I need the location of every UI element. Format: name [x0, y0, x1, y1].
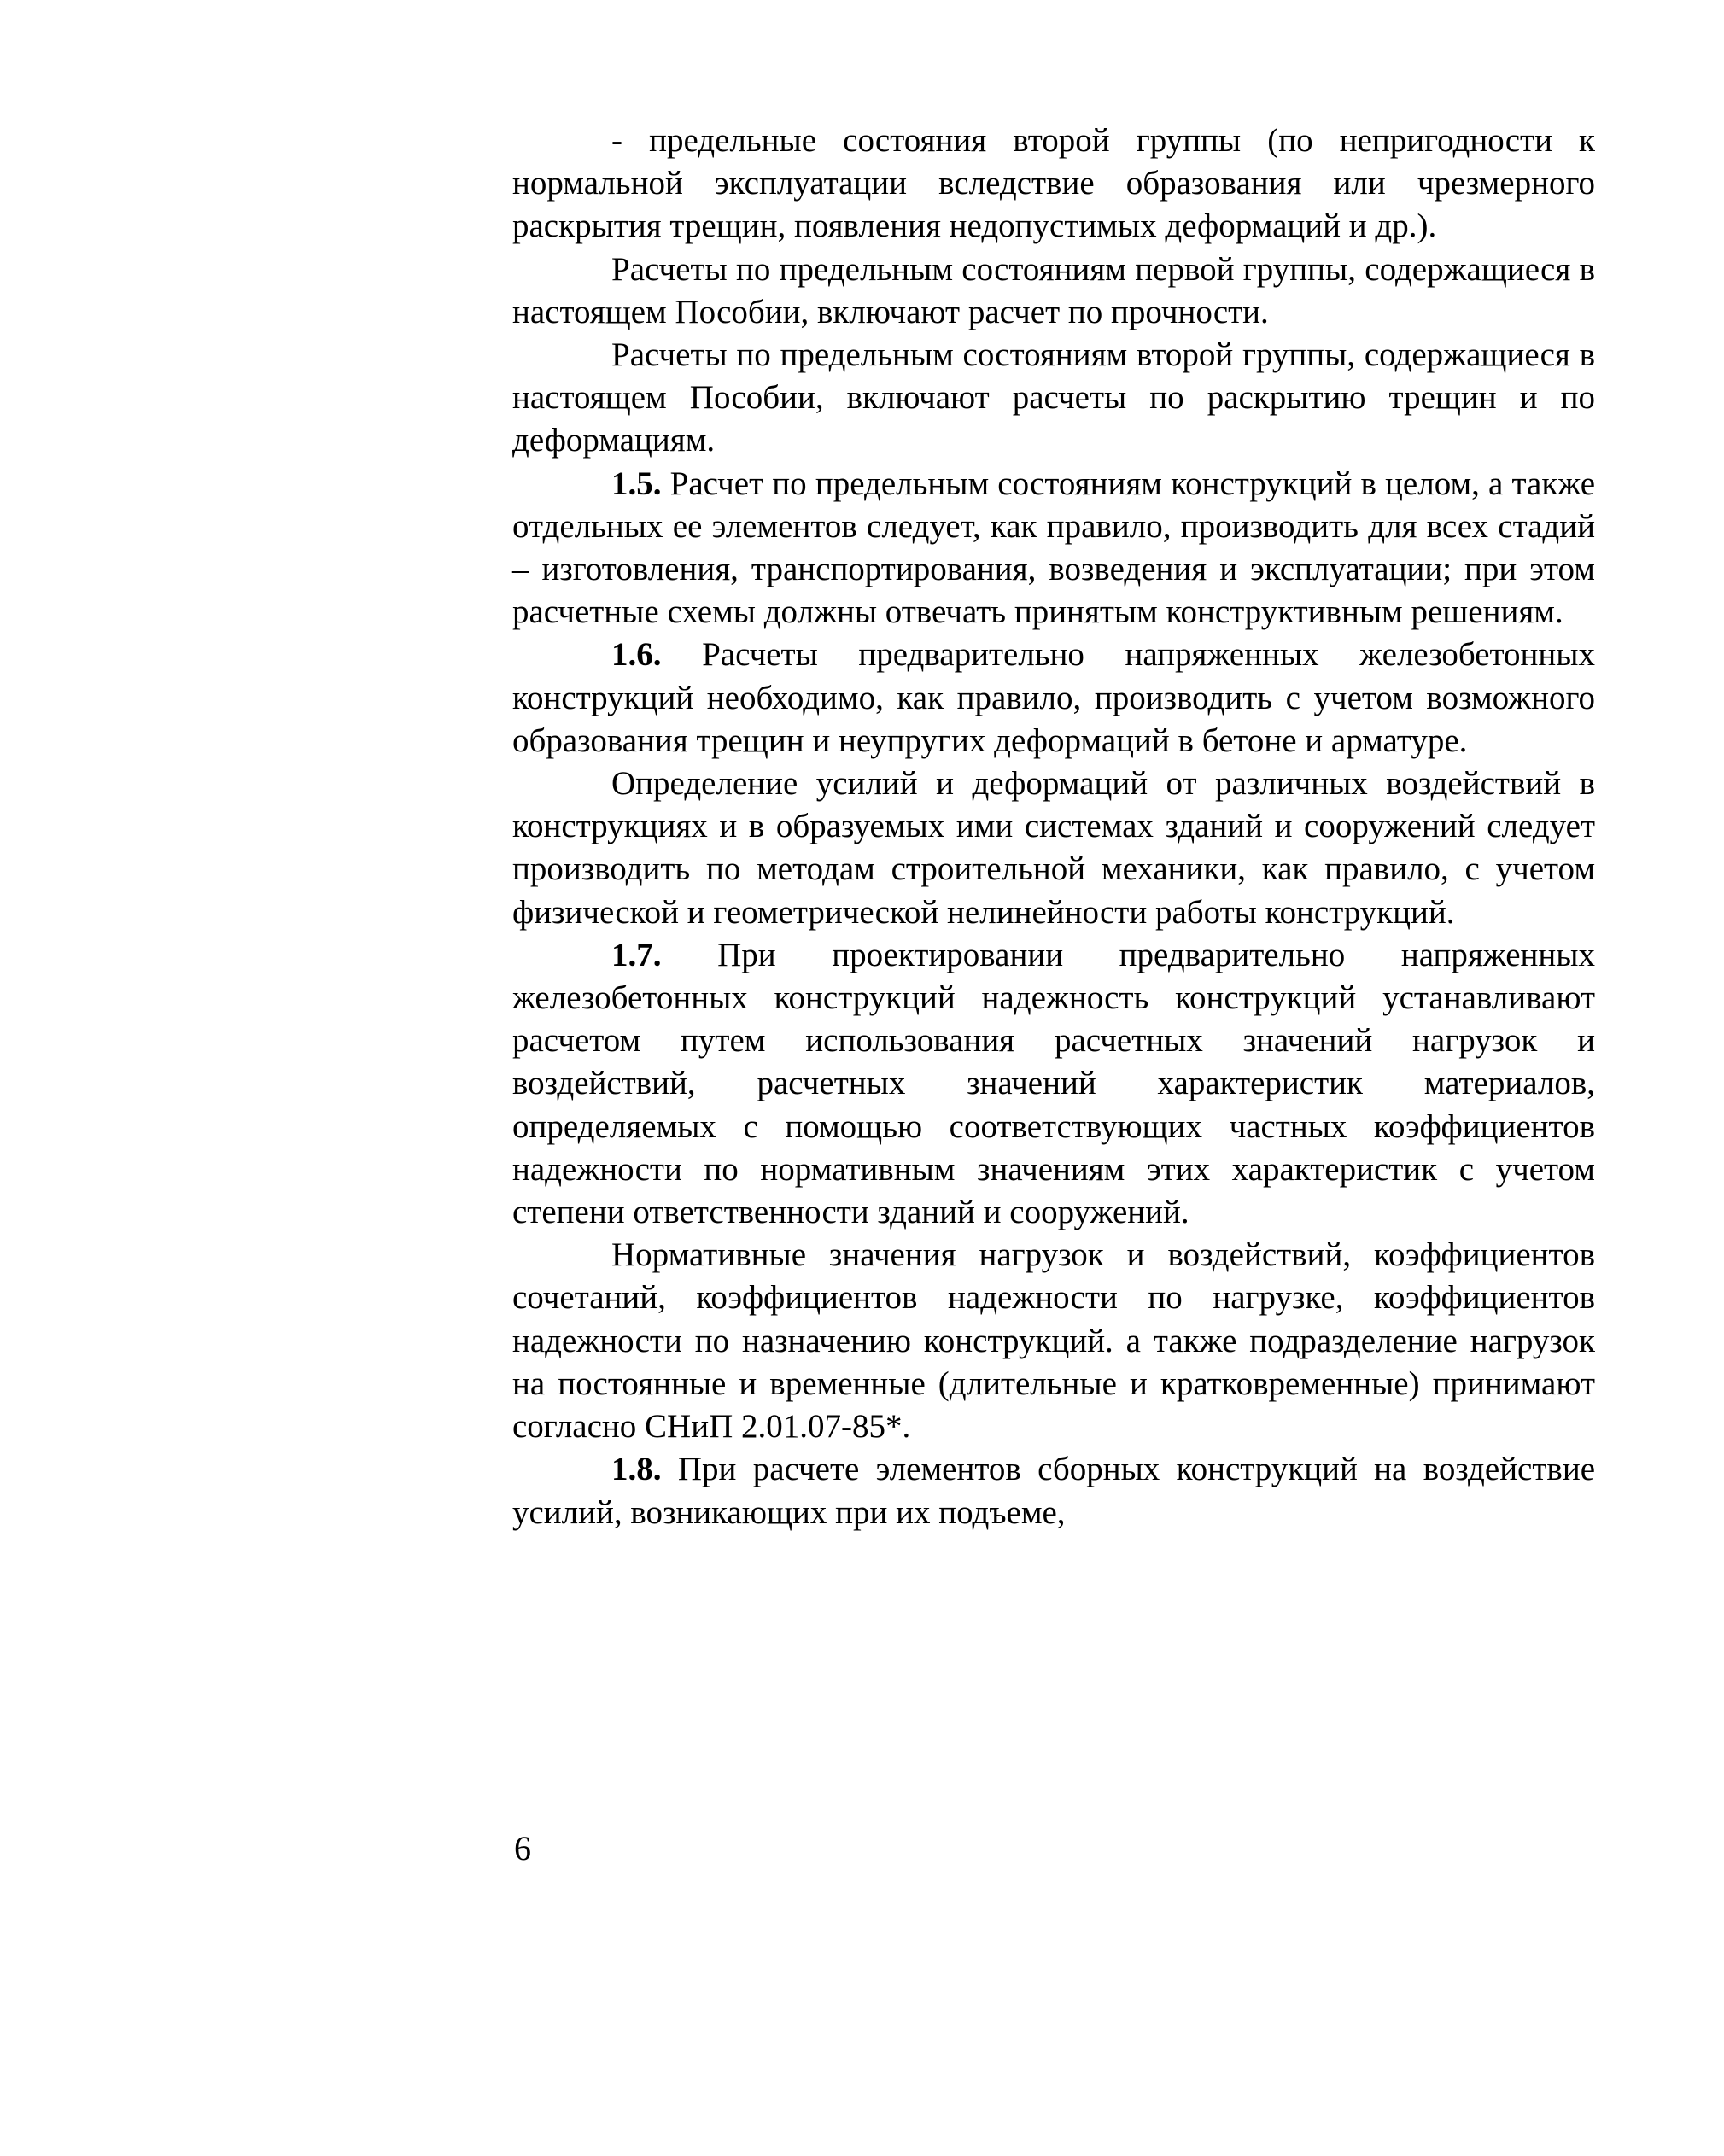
paragraph: [512, 463, 1595, 634]
paragraph-text: - предельные состояния второй группы (по непригодности к нормальной эксплуатации вследствие образования или чрезмерного раскрытия трещин, появления недопустимых деформаций и др.).: [512, 122, 1595, 245]
paragraph-text: Расчеты по предельным состояниям первой группы, содержащиеся в настоящем Пособии, включают расчет по прочности.: [512, 250, 1595, 330]
paragraph-text: Определение усилий и деформаций от различных воздействий в конструкциях и в образуемых ими системах зданий и сооружений следует производить по методам строительной механики, как правило, с учетом физической и геометрической нелинейности работы конструкций.: [512, 765, 1595, 931]
clause-number: 1.7.: [611, 936, 662, 973]
paragraph: [512, 762, 1595, 934]
paragraph: [512, 1234, 1595, 1448]
clause-number: 1.5.: [611, 465, 662, 502]
paragraph-text: При проектировании предварительно напряженных железобетонных конструкций надежность конструкций устанавливают расчетом путем использования расчетных значений нагрузок и воздействий, расчетных значений характеристик материалов, определяемых с помощью соответствующих частных коэффициентов надежности по нормативным значениям этих характеристик с учетом степени ответственности зданий и сооружений.: [512, 936, 1596, 1231]
clause-number: 1.8.: [611, 1451, 662, 1488]
paragraph: [512, 634, 1595, 762]
document-body: [512, 120, 1595, 1534]
paragraph-text: Расчеты по предельным состояниям второй группы, содержащиеся в настоящем Пособии, включают расчеты по раскрытию трещин и по деформациям.: [512, 336, 1595, 459]
paragraph-text: Расчет по предельным состояниям конструкций в целом, а также отдельных ее элементов следует, как правило, производить для всех стадий – изготовления, транспортирования, возведения и эксплуатации; при этом расчетные схемы должны отвечать принятым конструктивным решениям.: [512, 465, 1596, 631]
paragraph-text: При расчете элементов сборных конструкций на воздействие усилий, возникающих при их подъеме,: [512, 1451, 1596, 1531]
paragraph: [512, 248, 1595, 334]
paragraph-text: Расчеты предварительно напряженных железобетонных конструкций необходимо, как правило, производить с учетом возможного образования трещин и неупругих деформаций в бетоне и арматуре.: [512, 636, 1595, 759]
paragraph: [512, 934, 1595, 1234]
paragraph-text: Нормативные значения нагрузок и воздействий, коэффициентов сочетаний, коэффициентов надежности по нагрузке, коэффициентов надежности по назначению конструкций. а также подразделение нагрузок на постоянные и временные (длительные и кратковременные) принимают согласно СНиП 2.01.07-85*.: [512, 1236, 1595, 1446]
page-number: 6: [514, 1829, 531, 1867]
paragraph: [512, 334, 1595, 463]
paragraph: [512, 120, 1595, 248]
clause-number: 1.6.: [611, 636, 662, 674]
paragraph: [512, 1448, 1595, 1534]
